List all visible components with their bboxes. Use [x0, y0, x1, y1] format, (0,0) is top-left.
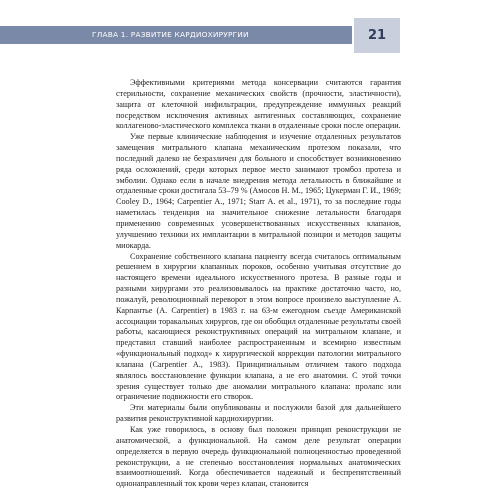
paragraph: Как уже говорилось, в основу был положен принцип реконструкции не анатомической, а функциональной. На самом деле результат операции определяется в первую очередь функциональной полноценностью проведенной реконструкции, а не степенью восстановления нормальных анатомических взаимоотношений. Когда обеспечивается надежный и беспрепятственный однонаправленный ток крови через клапан, становится [116, 425, 401, 489]
body-text [116, 78, 401, 490]
paragraph: Уже первые клинические наблюдения и изучение отдаленных результатов замещения митрального клапана механическим протезом показали, что последний далеко не безразличен для больного и способствует возникновению ряда осложнений, среди которых первое место занимают тромбоз протеза и эмболии. Однако если в начале внедрения метода летальность в ближайшие и отдаленные сроки достигала 53–79 % (Амосов Н. М., 1965; Цукерман Г. И., 1969; Cooley D., 1964; Carpentier A., 1971; Starr A. et al., 1971), то за последние годы наметилась тенденция на значительное снижение летальности благодаря применению современных усовершенствованных искусственных клапанов, улучшению техники их имплантации в митральной позиции и методов защиты миокарда. [116, 132, 401, 250]
chapter-title: ГЛАВА 1. РАЗВИТИЕ КАРДИОХИРУРГИИ [92, 30, 249, 39]
paragraph: Эффективными критериями метода консервации считаются гарантия стерильности, сохранение механических свойств (прочности, эластичности), защита от клеточной инфильтрации, предупреждение иммунных реакций посредством исключения активных антигенных составляющих, сохранение коллагеново-эластического комплекса ткани в отдаленные сроки после операции. [116, 78, 401, 131]
paragraph: Сохранение собственного клапана пациенту всегда считалось оптимальным решением в хирургии клапанных пороков, особенно учитывая отсутствие до настоящего времени идеального искусственного протеза. В разные годы и разными хирургами это реализовывалось на практике достаточно часто, но, пожалуй, революционный переворот в этом вопросе произвело выступление А. Карпантье (A. Carpentier) в 1983 г. на 63-м ежегодном съезде Американской ассоциации торакальных хирургов, где он обобщил отдаленные результаты своей работы, касающиеся реконструктивных операций на митральном клапане, и представил ставший наиболее распространенным и всемирно известным «функциональный подход» к хирургической коррекции патологии митрального клапана (Carpentier A., 1983). Принципиальным отличием такого подхода являлось восстановление функции клапана, а не его анатомии. С этой точки зрения существует только две аномалии митрального клапана: пролапс или ограничение подвижности его створок. [116, 251, 401, 402]
page-number: 21 [367, 28, 387, 43]
paragraph: Эти материалы были опубликованы и послужили базой для дальнейшего развития реконструктивной кардиохирургии. [116, 403, 401, 424]
